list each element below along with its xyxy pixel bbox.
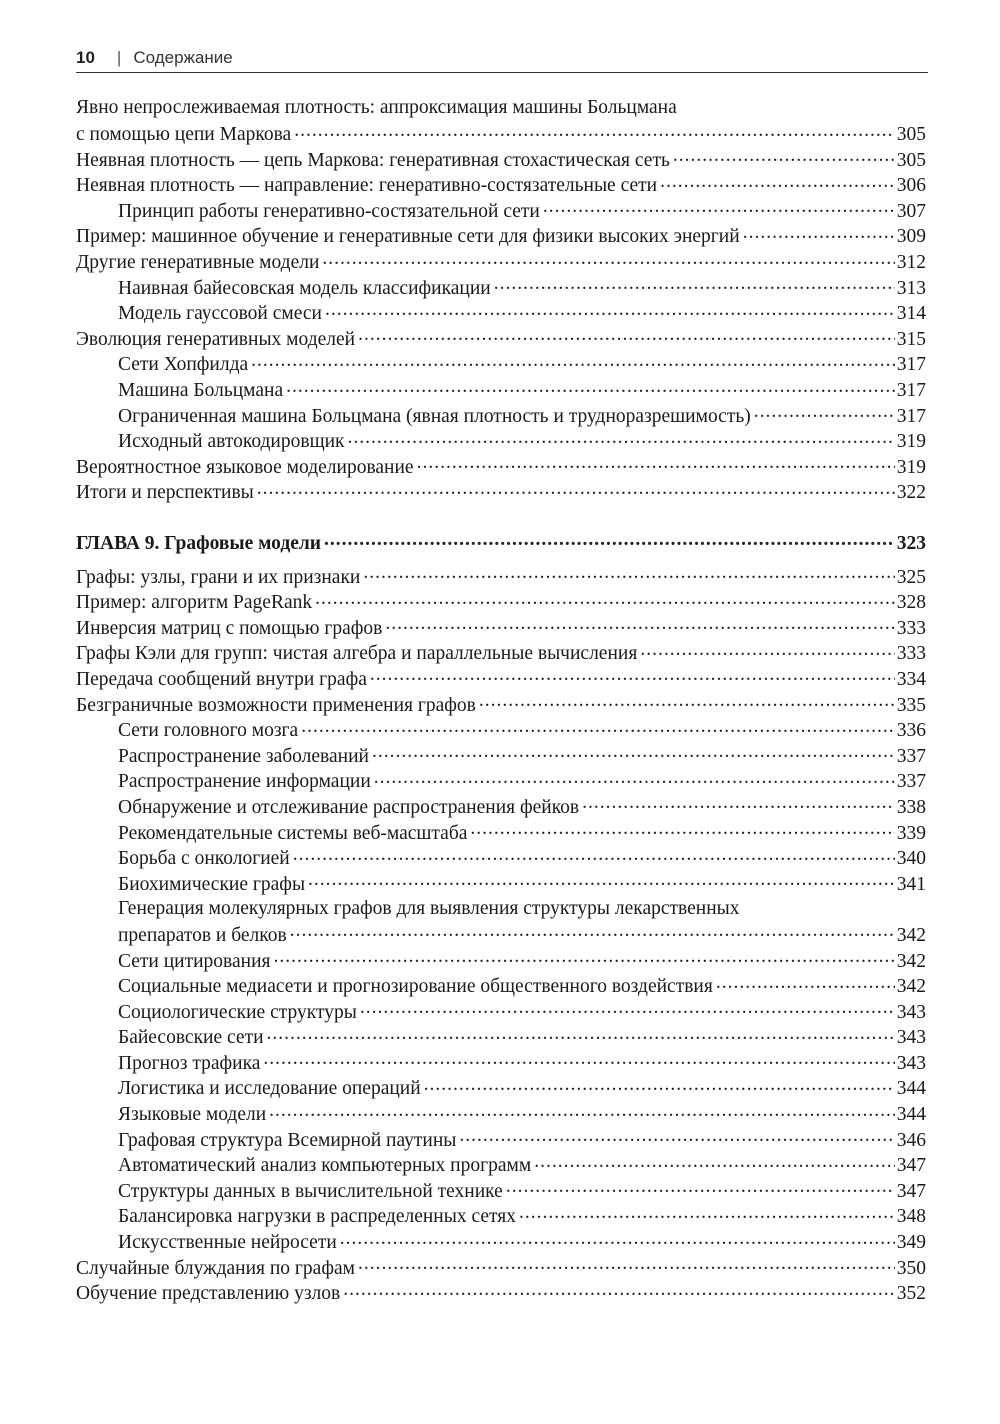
leader-dots — [673, 146, 895, 166]
leader-dots — [308, 870, 895, 890]
leader-dots — [385, 614, 894, 634]
leader-dots — [286, 377, 895, 397]
leader-dots — [370, 665, 895, 685]
leader-dots — [269, 1101, 895, 1121]
toc-subentry[interactable] — [76, 1152, 926, 1178]
toc-entry[interactable] — [76, 95, 926, 146]
toc-entry-page: 350 — [896, 1257, 926, 1279]
toc-subentry[interactable] — [76, 402, 926, 428]
leader-dots — [324, 530, 895, 550]
chapter-title: ГЛАВА 9. Графовые модели — [76, 533, 322, 554]
toc-subentry[interactable] — [76, 998, 926, 1024]
toc-entry[interactable] — [76, 563, 926, 589]
leader-dots — [343, 1280, 895, 1300]
toc-entry-title: Рекомендательные системы веб-масштаба — [118, 822, 468, 844]
leader-dots — [506, 1177, 895, 1197]
toc-entry-page: 338 — [896, 796, 926, 818]
leader-dots — [543, 197, 895, 217]
toc-subentry[interactable] — [76, 742, 926, 768]
toc-entry-title: Безграничные возможности применения графов — [76, 694, 476, 716]
toc-subentry[interactable] — [76, 1101, 926, 1127]
leader-dots — [358, 1254, 895, 1274]
toc-entry-title: Биохимические графы — [118, 873, 306, 895]
toc-entry-title: Сети Хопфилда — [118, 354, 249, 376]
leader-dots — [293, 845, 895, 865]
toc-subentry[interactable] — [76, 1049, 926, 1075]
toc-entry-title: Структуры данных в вычислительной технике — [118, 1180, 503, 1202]
toc-entry-page: 348 — [896, 1206, 926, 1228]
leader-dots — [294, 121, 895, 141]
toc-entry-page: 336 — [896, 720, 926, 742]
leader-dots — [290, 921, 895, 941]
toc-subentry[interactable] — [76, 1229, 926, 1255]
leader-dots — [372, 742, 895, 762]
toc-entry-page: 335 — [896, 694, 926, 716]
toc-subentry[interactable] — [76, 947, 926, 973]
running-title: Содержание — [133, 48, 233, 67]
toc-entry[interactable] — [76, 691, 926, 717]
toc-entry-title: Пример: машинное обучение и генеративные сети для физики высоких энергий — [76, 226, 740, 248]
toc-entry-page: 349 — [896, 1232, 926, 1254]
toc-subentry[interactable] — [76, 845, 926, 871]
toc-entry[interactable] — [76, 479, 926, 505]
toc-entry-page: 305 — [896, 124, 926, 146]
leader-dots — [582, 793, 895, 813]
toc-entry-page: 322 — [896, 482, 926, 504]
toc-entry-title: Исходный автокодировщик — [118, 431, 345, 453]
toc-entry-page: 328 — [896, 592, 926, 614]
leader-dots — [257, 479, 895, 499]
toc-entry-title: Пример: алгоритм PageRank — [76, 592, 313, 614]
toc-entry-title: Инверсия матриц с помощью графов — [76, 617, 383, 639]
leader-dots — [519, 1203, 895, 1223]
toc-subentry[interactable] — [76, 1177, 926, 1203]
toc-entry-page: 317 — [896, 354, 926, 376]
leader-dots — [534, 1152, 895, 1172]
leader-dots — [660, 172, 895, 192]
leader-dots — [267, 1024, 895, 1044]
toc-entry[interactable] — [76, 1280, 926, 1306]
leader-dots — [340, 1229, 895, 1249]
toc-entry[interactable] — [76, 640, 926, 666]
toc-entry-page: 333 — [896, 617, 926, 639]
toc-entry-page: 341 — [896, 873, 926, 895]
toc-chapter-heading[interactable] — [76, 530, 926, 556]
header-separator: | — [116, 48, 122, 67]
leader-dots — [470, 819, 894, 839]
toc-entry-page: 325 — [896, 566, 926, 588]
toc-entry-page: 347 — [896, 1155, 926, 1177]
toc-entry-title: Неявная плотность — цепь Маркова: генеративная стохастическая сеть — [76, 149, 670, 171]
leader-dots — [417, 453, 895, 473]
leader-dots — [325, 300, 895, 320]
leader-dots — [301, 717, 895, 737]
toc-entry-title: Распространение информации — [118, 771, 371, 793]
leader-dots — [360, 998, 895, 1018]
toc-entry-page: 305 — [896, 149, 926, 171]
toc-entry-title: Сети головного мозга — [118, 720, 299, 742]
toc-subentry[interactable] — [76, 300, 926, 326]
toc-entry-page: 319 — [896, 456, 926, 478]
leader-dots — [263, 1049, 894, 1069]
toc-entry-page: 343 — [896, 1001, 926, 1023]
toc-entry-title: Автоматический анализ компьютерных программ — [118, 1155, 532, 1177]
toc-entry-page: 342 — [896, 924, 926, 946]
toc-entry-title: Сети цитирования — [118, 950, 271, 972]
toc-entry-page: 342 — [896, 976, 926, 998]
toc-entry[interactable] — [76, 1254, 926, 1280]
leader-dots — [640, 640, 894, 660]
toc-entry[interactable] — [76, 325, 926, 351]
toc-entry-title: Эволюция генеративных моделей — [76, 328, 356, 350]
toc-entry-page: 317 — [896, 380, 926, 402]
toc-entry-title: Явно непрослеживаемая плотность: аппроксимация машины Больцмана — [76, 97, 677, 118]
toc-entry-title: Искусственные нейросети — [118, 1232, 337, 1254]
toc-entry[interactable] — [76, 589, 926, 615]
leader-dots — [322, 249, 894, 269]
toc-entry-title: Социологические структуры — [118, 1001, 357, 1023]
leader-dots — [251, 351, 895, 371]
toc-entry-title: Принцип работы генеративно-состязательной сети — [118, 200, 540, 222]
toc-entry-page: 306 — [896, 175, 926, 197]
toc-entry-page: 313 — [896, 277, 926, 299]
leader-dots — [424, 1075, 895, 1095]
toc-subentry[interactable] — [76, 896, 926, 947]
toc-entry-page: 347 — [896, 1180, 926, 1202]
toc-entry-page: 307 — [896, 200, 926, 222]
toc-entry-title: Прогноз трафика — [118, 1052, 261, 1074]
leader-dots — [315, 589, 895, 609]
toc-subentry[interactable] — [76, 197, 926, 223]
leader-dots — [716, 973, 895, 993]
toc-entry-page: 315 — [896, 328, 926, 350]
toc-entry-title: Случайные блуждания по графам — [76, 1257, 355, 1279]
toc-subentry[interactable] — [76, 793, 926, 819]
leader-dots — [374, 768, 895, 788]
toc-entry-title: Логистика и исследование операций — [118, 1078, 421, 1100]
toc-subentry[interactable] — [76, 768, 926, 794]
toc-entry-title: Графовая структура Всемирной паутины — [118, 1129, 457, 1151]
toc-entry-title: Социальные медиасети и прогнозирование общественного воздействия — [118, 976, 713, 998]
toc-subentry[interactable] — [76, 274, 926, 300]
toc-entry[interactable] — [76, 223, 926, 249]
toc-subentry[interactable] — [76, 819, 926, 845]
leader-dots — [754, 402, 895, 422]
toc-subentry[interactable] — [76, 1203, 926, 1229]
toc-entry-page: 343 — [896, 1052, 926, 1074]
toc-entry-title-continued: с помощью цепи Маркова — [76, 124, 292, 146]
toc-entry-page: 339 — [896, 822, 926, 844]
table-of-contents — [76, 95, 926, 1305]
leader-dots — [479, 691, 895, 711]
toc-entry-page: 337 — [896, 745, 926, 767]
toc-entry-title: Байесовские сети — [118, 1027, 264, 1049]
toc-entry-title: Распространение заболеваний — [118, 745, 369, 767]
toc-entry-title: Неявная плотность — направление: генеративно-состязательные сети — [76, 175, 658, 197]
leader-dots — [743, 223, 895, 243]
toc-subentry[interactable] — [76, 870, 926, 896]
toc-entry-page: 312 — [896, 252, 926, 274]
toc-entry-page: 333 — [896, 643, 926, 665]
toc-entry-page: 346 — [896, 1129, 926, 1151]
toc-entry-page: 340 — [896, 848, 926, 870]
toc-entry-title: Другие генеративные модели — [76, 252, 320, 274]
toc-entry-page: 317 — [896, 405, 926, 427]
leader-dots — [274, 947, 895, 967]
toc-entry-page: 337 — [896, 771, 926, 793]
toc-entry-title: Языковые модели — [118, 1104, 267, 1126]
toc-entry-title: Наивная байесовская модель классификации — [118, 277, 491, 299]
chapter-page: 323 — [896, 533, 926, 554]
leader-dots — [358, 325, 895, 345]
toc-entry-title: Борьба с онкологией — [118, 848, 290, 870]
toc-entry-title: Передача сообщений внутри графа — [76, 668, 367, 690]
toc-subentry[interactable] — [76, 1024, 926, 1050]
toc-subentry[interactable] — [76, 1126, 926, 1152]
toc-entry[interactable] — [76, 172, 926, 198]
toc-entry-page: 344 — [896, 1104, 926, 1126]
toc-entry-page: 352 — [896, 1283, 926, 1305]
toc-subentry[interactable] — [76, 1075, 926, 1101]
toc-entry[interactable] — [76, 614, 926, 640]
toc-entry-title-continued: препаратов и белков — [118, 924, 287, 946]
toc-entry-title: Вероятностное языковое моделирование — [76, 456, 414, 478]
toc-entry-page: 319 — [896, 431, 926, 453]
toc-entry-page: 343 — [896, 1027, 926, 1049]
toc-entry-title: Балансировка нагрузки в распределенных сетях — [118, 1206, 516, 1228]
toc-entry-page: 314 — [896, 303, 926, 325]
toc-entry-title: Обнаружение и отслеживание распространения фейков — [118, 796, 580, 818]
leader-dots — [363, 563, 894, 583]
toc-subentry[interactable] — [76, 428, 926, 454]
toc-entry-title: Графы: узлы, грани и их признаки — [76, 566, 361, 588]
toc-entry[interactable] — [76, 146, 926, 172]
toc-entry-page: 342 — [896, 950, 926, 972]
toc-entry[interactable] — [76, 665, 926, 691]
toc-entry-title: Итоги и перспективы — [76, 482, 254, 504]
toc-entry-title: Обучение представлению узлов — [76, 1283, 341, 1305]
toc-entry-title: Модель гауссовой смеси — [118, 303, 322, 325]
toc-subentry[interactable] — [76, 973, 926, 999]
toc-subentry[interactable] — [76, 377, 926, 403]
leader-dots — [459, 1126, 894, 1146]
toc-entry-page: 344 — [896, 1078, 926, 1100]
leader-dots — [348, 428, 895, 448]
toc-entry-title: Ограниченная машина Больцмана (явная плотность и трудноразрешимость) — [118, 405, 751, 427]
toc-entry[interactable] — [76, 453, 926, 479]
toc-subentry[interactable] — [76, 351, 926, 377]
toc-entry-title: Генерация молекулярных графов для выявления структуры лекарственных — [118, 897, 740, 919]
page-number: 10 — [76, 48, 95, 67]
toc-entry-page: 309 — [896, 226, 926, 248]
toc-subentry[interactable] — [76, 717, 926, 743]
leader-dots — [494, 274, 895, 294]
toc-entry-page: 334 — [896, 668, 926, 690]
toc-entry-title: Машина Больцмана — [118, 380, 284, 402]
toc-entry-title: Графы Кэли для групп: чистая алгебра и параллельные вычисления — [76, 643, 638, 665]
running-header — [76, 46, 928, 73]
toc-entry[interactable] — [76, 249, 926, 275]
